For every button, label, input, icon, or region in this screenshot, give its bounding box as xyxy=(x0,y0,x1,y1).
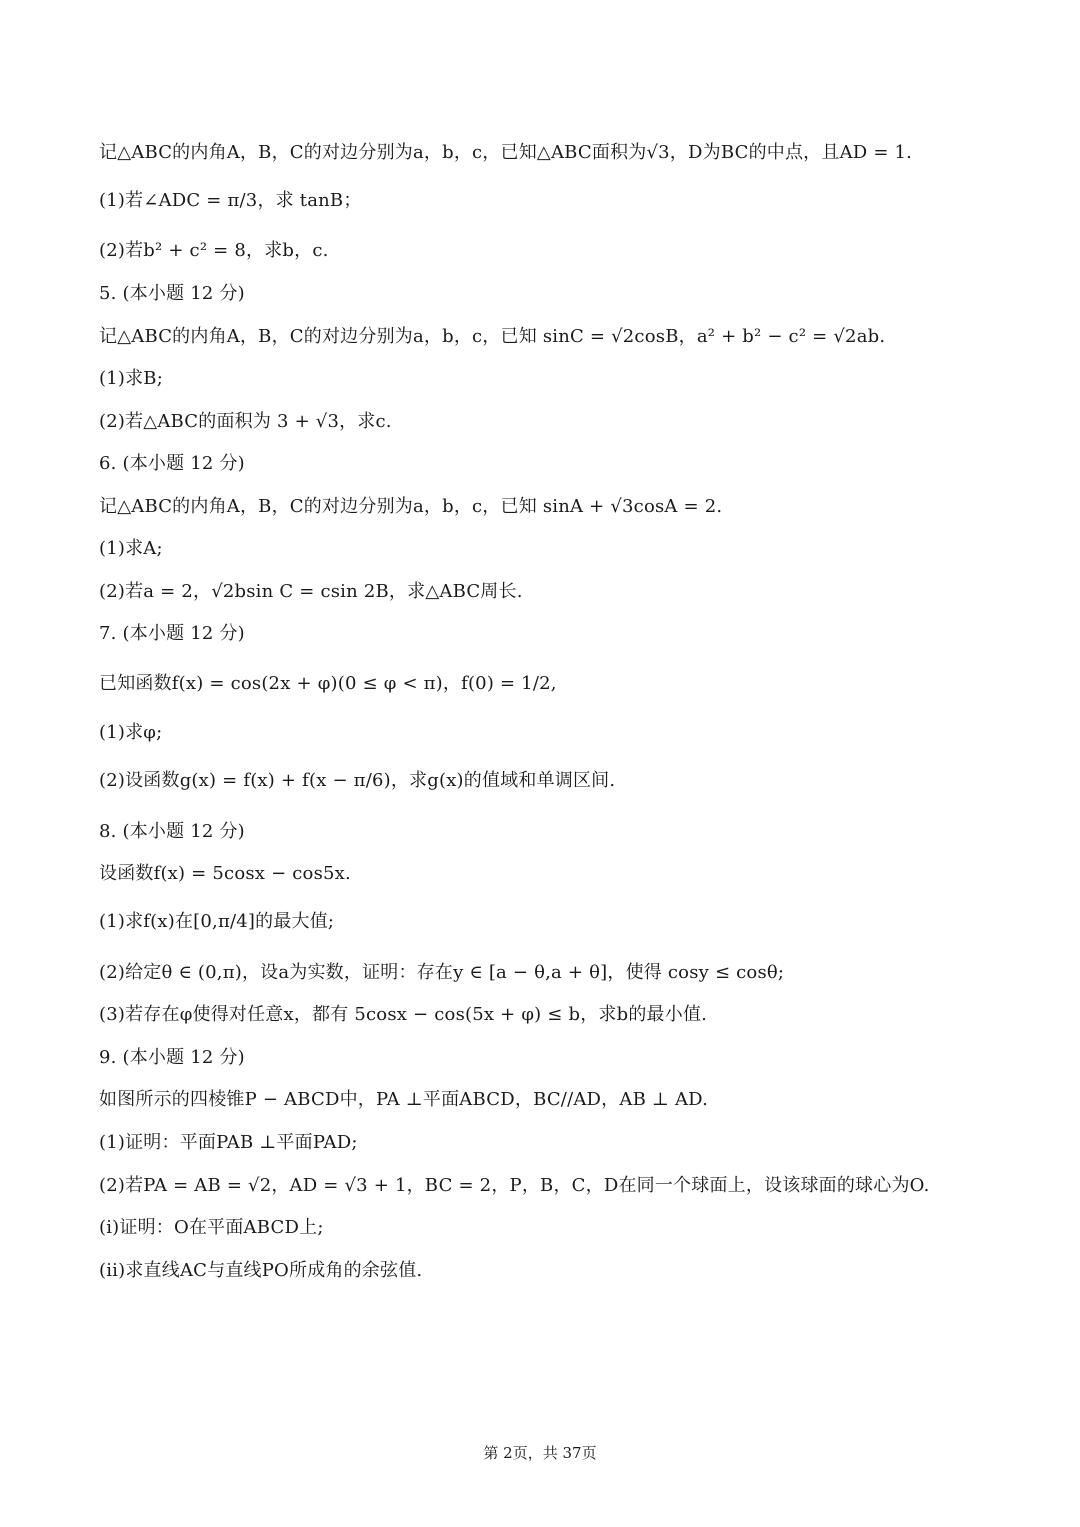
problem9-part2: (2)若PA = AB = √2，AD = √3 + 1，BC = 2，P，B，C，D在同一个球面上，设该球面的球心为O. xyxy=(99,1175,930,1196)
problem4-part1: (1)若∠ADC = π/3，求 tanB； xyxy=(99,190,362,211)
problem9-part1: (1)证明：平面PAB ⊥平面PAD; xyxy=(99,1132,358,1153)
problem6-part1: (1)求A; xyxy=(99,538,163,559)
problem8-stem: 设函数f(x) = 5cosx − cos5x. xyxy=(99,863,351,884)
problem9-heading: 9. (本小题 12 分) xyxy=(99,1047,245,1068)
problem9-stem: 如图所示的四棱锥P − ABCD中，PA ⊥平面ABCD，BC//AD，AB ⊥ AD. xyxy=(99,1089,709,1110)
problem7-heading: 7. (本小题 12 分) xyxy=(99,623,245,644)
problem8-part1: (1)求f(x)在[0,π/4]的最大值; xyxy=(99,911,335,932)
problem8-part2: (2)给定θ ∈ (0,π)，设a为实数，证明：存在y ∈ [a − θ,a + θ]，使得 cosy ≤ cosθ; xyxy=(99,962,785,983)
problem4-part2: (2)若b² + c² = 8，求b，c. xyxy=(99,240,329,261)
problem8-part3: (3)若存在φ使得对任意x，都有 5cosx − cos(5x + φ) ≤ b，求b的最小值. xyxy=(99,1004,708,1025)
problem6-stem: 记△ABC的内角A，B，C的对边分别为a，b，c，已知 sinA + √3cosA = 2. xyxy=(99,496,723,517)
problem4-stem: 记△ABC的内角A，B，C的对边分别为a，b，c，已知△ABC面积为√3，D为BC的中点，且AD = 1. xyxy=(99,142,913,163)
problem9-part2-i: (i)证明：O在平面ABCD上; xyxy=(99,1217,324,1238)
problem7-part2: (2)设函数g(x) = f(x) + f(x − π/6)，求g(x)的值域和单调区间. xyxy=(99,770,616,791)
problem5-part1: (1)求B; xyxy=(99,368,163,389)
problem7-part1: (1)求φ; xyxy=(99,722,163,743)
problem5-part2: (2)若△ABC的面积为 3 + √3，求c. xyxy=(99,411,392,432)
problem6-heading: 6. (本小题 12 分) xyxy=(99,453,245,474)
problem8-heading: 8. (本小题 12 分) xyxy=(99,821,245,842)
problem7-stem: 已知函数f(x) = cos(2x + φ)(0 ≤ φ < π)，f(0) = 1/2, xyxy=(99,673,557,694)
problem6-part2: (2)若a = 2，√2bsin C = csin 2B，求△ABC周长. xyxy=(99,581,523,602)
problem9-part2-ii: (ii)求直线AC与直线PO所成角的余弦值. xyxy=(99,1260,423,1281)
problem5-heading: 5. (本小题 12 分) xyxy=(99,283,245,304)
problem5-stem: 记△ABC的内角A，B，C的对边分别为a，b，c，已知 sinC = √2cosB，a² + b² − c² = √2ab. xyxy=(99,326,886,347)
page-number-footer: 第 2页，共 37页 xyxy=(483,1444,597,1462)
